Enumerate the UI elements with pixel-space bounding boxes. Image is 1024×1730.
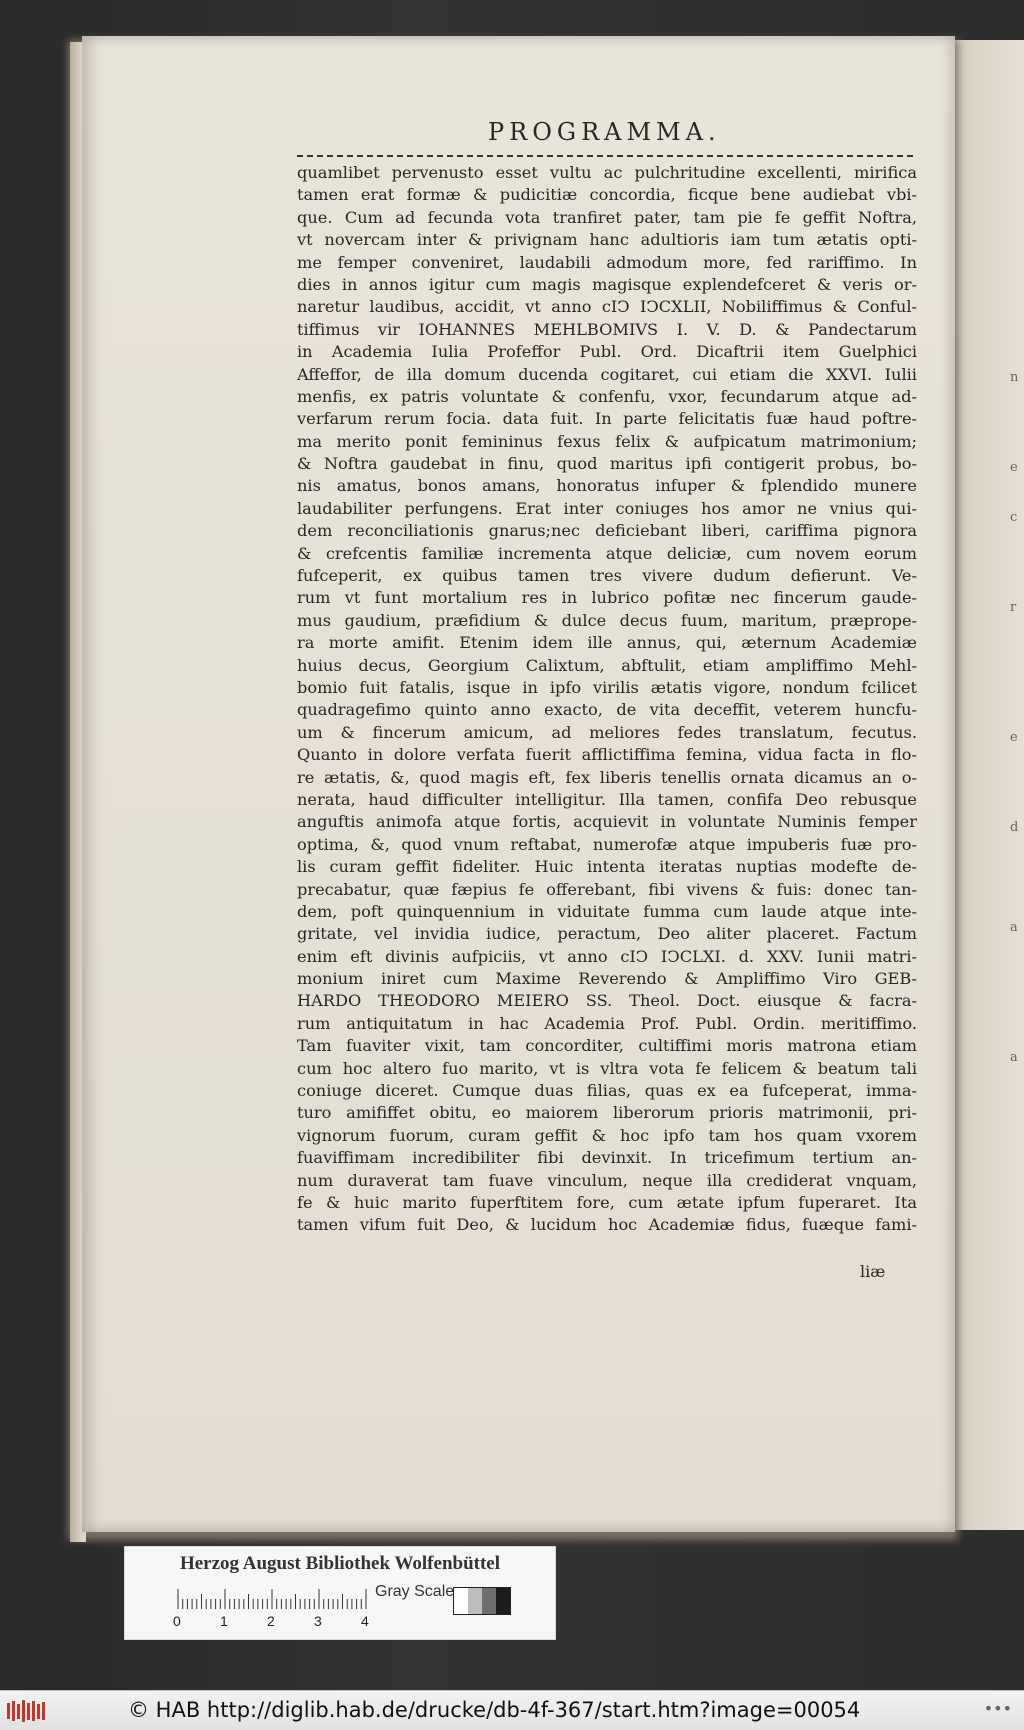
text-line: Quanto in dolore verfata fuerit afflictiffima femina, vidua facta in flo- <box>297 745 917 765</box>
body-text <box>297 162 917 1237</box>
facing-page-edge <box>950 40 1024 1530</box>
text-line: & Noftra gaudebat in finu, quod maritus ipfi contigerit probus, bo- <box>297 454 917 474</box>
text-line: menfis, ex patris voluntate & confenfu, vxor, fecundarum atque ad- <box>297 386 917 406</box>
color-scale-card <box>124 1546 556 1640</box>
text-line: tiffimus vir IOHANNES MEHLBOMIVS I. V. D. & Pandectarum <box>297 319 917 339</box>
text-line: fuaviffimam incredibiliter fibi devinxit. In tricefimum tertium an- <box>297 1148 917 1168</box>
ruler-number: 3 <box>314 1613 322 1629</box>
margin-glyph: n <box>1010 370 1019 385</box>
margin-glyph: e <box>1010 460 1018 475</box>
text-line: cum hoc altero fuo marito, vt is vltra vota fe felicem & beatum tali <box>297 1058 917 1078</box>
text-line: ma merito ponit femininus fexus felix & aufpicatum matrimonium; <box>297 431 917 451</box>
text-line: Affeffor, de illa domum ducenda cogitaret, cui etiam die XXVI. Iulii <box>297 364 917 384</box>
library-name: Herzog August Bibliothek Wolfenbüttel <box>179 1553 501 1574</box>
text-line: tamen vifum fuit Deo, & lucidum hoc Academiæ fidus, fuæque fami- <box>297 1215 917 1235</box>
gray-swatch <box>496 1588 510 1614</box>
text-line: mus gaudium, præfidium & dulce decus fuum, maritum, præprope- <box>297 610 917 630</box>
ruler-number: 2 <box>267 1613 275 1629</box>
text-line: monium iniret cum Maxime Reverendo & Ampliffimo Viro GEB- <box>297 969 917 989</box>
text-line: lis curam geffit fideliter. Huic intenta iteratas nuptias modefte de- <box>297 857 917 877</box>
status-bar <box>0 1690 1024 1730</box>
running-head: PROGRAMMA. <box>488 118 721 146</box>
text-line: vignorum fuorum, curam geffit & hoc ipfo tam hos quam vxorem <box>297 1125 917 1145</box>
gray-scale-label: Gray Scale <box>375 1583 455 1600</box>
text-line: rum antiquitatum in hac Academia Prof. Publ. Ordin. meritiffimo. <box>297 1013 917 1033</box>
gray-swatch <box>468 1588 482 1614</box>
more-options-button[interactable]: ••• <box>983 1699 1012 1718</box>
text-line: Tam fuaviter vixit, tam concorditer, cultiffimi moris matrona etiam <box>297 1036 917 1056</box>
text-line: dies in annos igitur cum magis magisque explendefceret & veris or- <box>297 274 917 294</box>
text-line: enim eft divinis aufpiciis, vt anno cIↃ IↃCLXI. d. XXV. Iunii matri- <box>297 946 917 966</box>
margin-glyph: d <box>1010 820 1019 835</box>
text-line: gritate, vel invidia iudice, peractum, Deo aliter placeret. Factum <box>297 924 917 944</box>
margin-glyph: a <box>1010 920 1018 935</box>
text-line: dem, poft quinquennium in viduitate fumma cum laude atque inte- <box>297 901 917 921</box>
margin-glyph: r <box>1010 600 1017 615</box>
hab-logo-icon <box>6 1699 46 1723</box>
text-line: quamlibet pervenusto esset vultu ac pulchritudine excellenti, mirifica <box>297 163 917 182</box>
text-line: coniuge diceret. Cumque duas filias, quas ex ea fufceperat, imma- <box>297 1081 917 1101</box>
text-line: tamen erat formæ & pudicitiæ concordia, ficque bene audiebat vbi- <box>297 185 917 205</box>
text-line: um & fincerum amicum, ad meliores fedes translatum, fecutus. <box>297 722 917 742</box>
catchword: liæ <box>860 1262 886 1281</box>
text-line: me femper conveniret, laudabili admodum more, fed rariffimo. In <box>297 252 917 272</box>
text-line: num duraverat tam fuave vinculum, neque illa crediderat vnquam, <box>297 1170 917 1190</box>
ruler-number: 0 <box>173 1613 181 1629</box>
text-line: vt novercam inter & privignam hanc adultioris iam tum ætatis opti- <box>297 230 917 250</box>
margin-glyph: a <box>1010 1050 1018 1065</box>
gray-swatch <box>454 1588 468 1614</box>
text-line: rum vt funt mortalium res in lubrico pofitæ nec fincerum gaude- <box>297 588 917 608</box>
ruler-number: 4 <box>361 1613 369 1629</box>
text-line: huius decus, Georgium Calixtum, abftulit, etiam ampliffimo Mehl- <box>297 655 917 675</box>
text-line: nis amatus, bonos amans, honoratus infuper & fplendido munere <box>297 476 917 496</box>
gray-scale-swatches <box>453 1587 511 1615</box>
head-rule <box>297 155 913 157</box>
ruler-number: 1 <box>220 1613 228 1629</box>
text-line: turo amififfet obitu, eo maiorem liberorum prioris matrimonii, pri- <box>297 1103 917 1123</box>
text-line: ra morte amifit. Etenim idem ille annus, qui, æternum Academiæ <box>297 633 917 653</box>
ruler-numbers <box>173 1613 377 1633</box>
text-line: naretur laudibus, accidit, vt anno cIↃ IↃCXLII, Nobiliffimus & Conful- <box>297 297 917 317</box>
text-line: nerata, haud difficulter intelligitur. Illa tamen, confifa Deo rebusque <box>297 789 917 809</box>
gray-swatch <box>482 1588 496 1614</box>
margin-glyph: e <box>1010 730 1018 745</box>
text-line: dem reconciliationis gnarus;nec deficiebant liberi, cariffima pignora <box>297 521 917 541</box>
text-line: HARDO THEODORO MEIERO SS. Theol. Doct. eiusque & facra- <box>297 991 917 1011</box>
text-line: laudabiliter perfungens. Erat inter coniuges hos amor ne vnius qui- <box>297 498 917 518</box>
text-line: anguftis animofa atque fortis, acquievit in voluntate Numinis femper <box>297 812 917 832</box>
text-line: bomio fuit fatalis, isque in ipfo virilis ætatis vigore, nondum fcilicet <box>297 677 917 697</box>
text-line: optima, &, quod vnum reftabat, numerofæ atque impuberis fuæ pro- <box>297 834 917 854</box>
text-line: in Academia Iulia Profeffor Publ. Ord. Dicaftrii item Guelphici <box>297 342 917 362</box>
text-line: & crefcentis familiæ incrementa atque deliciæ, cum novem eorum <box>297 543 917 563</box>
text-line: que. Cum ad fecunda vota tranfiret pater, tam pie fe geffit Noftra, <box>297 207 917 227</box>
text-line: quadragefimo quinto anno exacto, de vita deceffit, veterem huncfu- <box>297 700 917 720</box>
text-line: re ætatis, &, quod magis eft, fex liberis tenellis ornata dicamus an o- <box>297 767 917 787</box>
text-line: precabatur, quæ fæpius fe offerebant, fibi vivens & fuis: donec tan- <box>297 879 917 899</box>
text-line: fe & huic marito fuperftitem fore, cum ætate ipfum fuperaret. Ita <box>297 1192 917 1212</box>
text-line: verfarum rerum focia. data fuit. In parte felicitatis fuæ haud poftre- <box>297 409 917 429</box>
status-url[interactable]: © HAB http://diglib.hab.de/drucke/db-4f-367/start.htm?image=00054 <box>128 1698 861 1722</box>
text-line: fufceperit, ex quibus tamen tres vivere dudum defierunt. Ve- <box>297 566 917 586</box>
margin-glyph: c <box>1010 510 1018 525</box>
